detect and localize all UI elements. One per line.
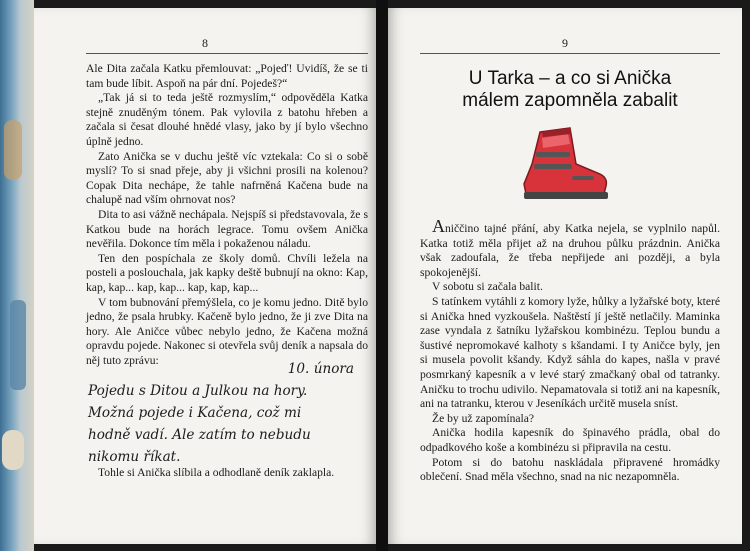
book-gutter: [376, 0, 388, 551]
chapter-title: [420, 68, 720, 112]
left-page-text: [86, 62, 368, 368]
page-number-left: 8: [202, 36, 208, 50]
paragraph: Potom si do batohu naskládala připravené hromádky oblečení. Snad měla všechno, snad na nic nezapomněla.: [420, 455, 720, 484]
right-page-text: [420, 216, 720, 485]
paragraph: Ten den pospíchala ze školy domů. Chvíli ležela na posteli a poslouchala, jak kapky deště bubnují na okno: Kap, kap, kap... kap, kap... kap, kap, kap...: [86, 251, 368, 294]
chapter-title-line: U Tarka – a co si Anička: [468, 68, 672, 89]
paragraph: Že by už zapomínala?: [432, 411, 535, 425]
closing-paragraph: Tohle si Anička slíbila a odhodlaně deník zaklapla.: [98, 466, 335, 479]
first-paragraph: [420, 216, 720, 280]
paragraph: V tom bubnování přemýšlela, co je komu jedno. Ditě bylo jedno, že psala hrubky. Kačeně bylo jedno, že ji zve Dita na hory. Ale Aničce vůbec nebylo jedno, že Kačena možná opravdu pojede. Nakonec si otevřela svůj deník a napsala do něj tuto zprávu:: [86, 295, 368, 367]
paragraph: Ale Dita začala Katku přemlouvat: „Pojeď! Uvidíš, že se ti tam bude líbit. Aspoň na pár dní. Pojedeš?“: [86, 62, 368, 90]
paragraph: S tatínkem vytáhli z komory lyže, hůlky a lyžařské boty, které si Anička hned vyzkoušela. Naštěstí jí ještě netlačily. Maminka zase vyndala z šatníku lyžařskou kombinézu. Teplou bundu a šustivé nepromokavé kalhoty s kšandami. I ty Aničce byly, jen si musela povolit kšandy. Když sáhla do kapes, našla v pravé posmrkaný kapesník a v levé starý zmačkaný obal od tatranky. Aničku to trochu udivilo. Nepamatovala si totiž ani na kapesník, ani na tatranku, kterou v Jeseníkách určitě musela sníst.: [420, 294, 720, 411]
diary-entry: [88, 358, 370, 468]
right-page: [388, 8, 742, 544]
first-paragraph-text: niččino tajné přání, aby Katka nejela, se vyplnilo napůl. Katka totiž měla přijet až na druhou půlku prázdnin. Anička však zadoufala, že třeba nepřijede ani později, a byla spokojenější.: [420, 222, 720, 279]
ski-boot-icon: [512, 124, 612, 204]
drop-cap: A: [432, 216, 445, 236]
paragraph: V sobotu si začala balit.: [432, 280, 543, 294]
diary-date: 10. února: [287, 361, 354, 377]
paragraph: Zato Anička se v duchu ještě víc vztekala: Co si o sobě myslí? To si snad přeje, aby ji všichni prosili na kolenou? Copak Dita nechápe, že tahle nafrněná Kačena bude na chalupě nad vším ohrnovat nos?: [86, 149, 368, 207]
cover-edge-illustration: [0, 0, 34, 551]
page-number-right: 9: [562, 36, 568, 50]
header-rule-left: [86, 53, 368, 54]
diary-line: nikomu říkat.: [88, 449, 181, 465]
paragraph: Dita to asi vážně nechápala. Nejspíš si představovala, že s Katkou bude na horách legrace. Tomu ovšem Anička nevěřila. Dokonce tím měla i pokaženou náladu.: [86, 207, 368, 251]
chapter-title-line: málem zapomněla zabalit: [462, 90, 678, 111]
diary-line: Možná pojede i Kačena, což mi: [88, 405, 302, 421]
diary-line: Pojedu s Ditou a Julkou na hory.: [88, 383, 308, 399]
diary-line: hodně vadí. Ale zatím to nebudu: [88, 427, 311, 443]
header-rule-right: [420, 53, 720, 54]
paragraph: „Tak já si to teda ještě rozmyslím,“ odpověděla Katka stejně znuděným tónem. Pak vylovila z batohu hřeben a začala si česat dlouhé hnědé vlasy, jako by jí bylo všechno úplně jedno.: [86, 91, 368, 148]
left-page: [34, 8, 376, 544]
paragraph: Anička hodila kapesník do špinavého prádla, obal do odpadkového koše a kombinézu si připravila na cestu.: [420, 426, 720, 454]
